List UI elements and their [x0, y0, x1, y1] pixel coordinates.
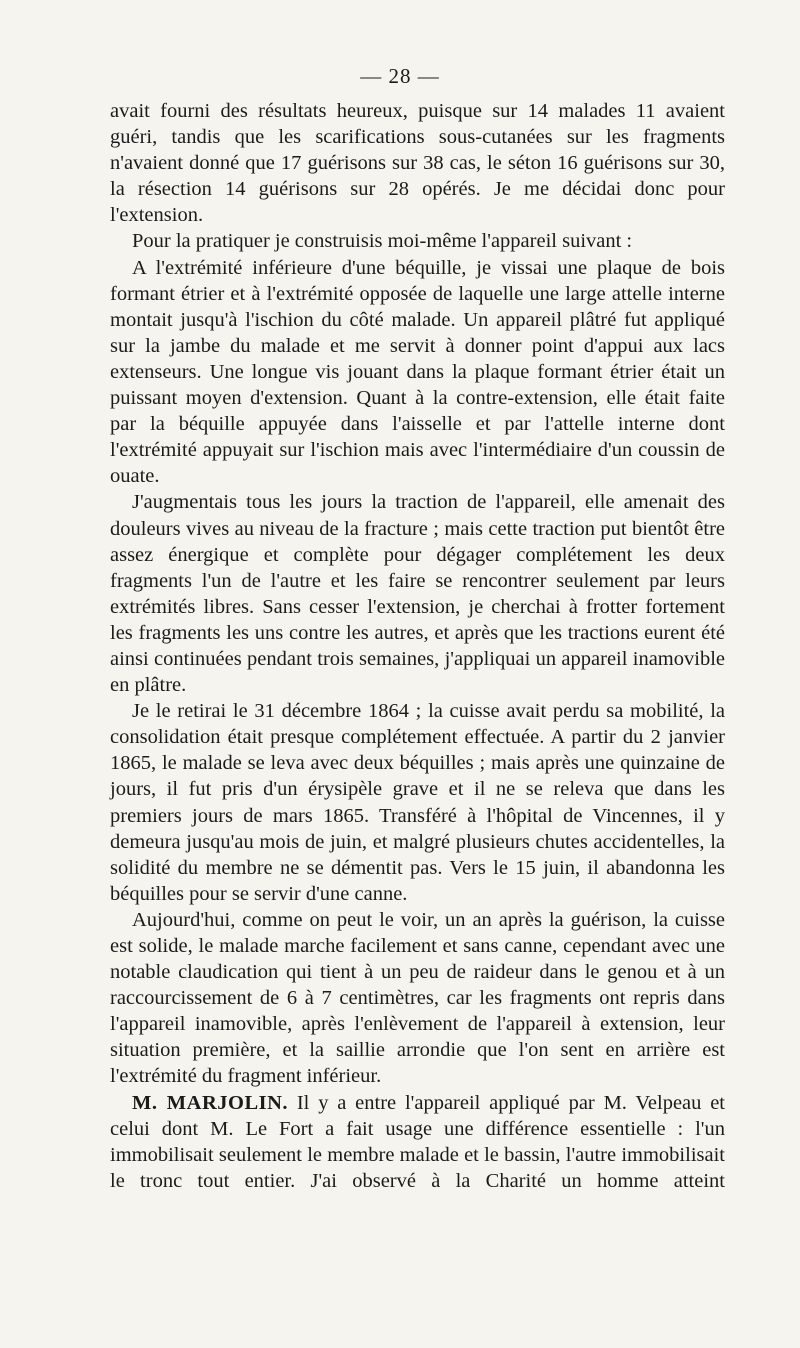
paragraph-6: Aujourd'hui, comme on peut le voir, un an après la guérison, la cuisse est solide, le malade marche facilement et sans canne, cependant avec une notable claudication qui tient à un peu de raideur dans le genou et à un raccourcissement de 6 à 7 centimètres, car les fragments ont repris dans l'appareil inamovible, après l'enlèvement de l'appareil à extension, leur situation première, et la saillie arrondie que l'on sent en arrière est l'extrémité du fragment inférieur. — [110, 908, 725, 1088]
paragraph-3: A l'extrémité inférieure d'une béquille, je vissai une plaque de bois formant étrier et à l'extrémité opposée de laquelle une large attelle interne montait jusqu'à l'ischion du côté malade. Un appareil plâtré fut appliqué sur la jambe du malade et me servit à donner point d'appui aux lacs extenseurs. Une longue vis jouant dans la plaque formant étrier était un puissant moyen d'extension. Quant à la contre-extension, elle était faite par la béquille appuyée dans l'aisselle et par l'attelle interne dont l'extrémité appuyait sur l'ischion mais avec l'intermédiaire d'un coussin de ouate. — [110, 256, 725, 488]
paragraph-4: J'augmentais tous les jours la traction de l'appareil, elle amenait des douleurs vives au niveau de la fracture ; mais cette traction put bientôt être assez énergique et complète pour dégager complétement les deux fragments l'un de l'autre et les faire se rencontrer seulement par leurs extrémités libres. Sans cesser l'extension, je cherchai à frotter fortement les fragments les uns contre les autres, et après que les tractions eurent été ainsi continuées pendant trois semaines, j'appliquai un appareil inamovible en plâtre. — [110, 491, 725, 697]
body-text — [110, 98, 725, 1194]
paragraph-1: avait fourni des résultats heureux, puisque sur 14 malades 11 avaient guéri, tandis que les scarifications sous-cutanées sur les fragments n'avaient donné que 17 guérisons sur 38 cas, le séton 16 guérisons sur 30, la résection 14 guérisons sur 28 opérés. Je me décidai donc pour l'extension. — [110, 100, 725, 227]
page-number: — 28 — — [360, 64, 440, 88]
paragraph-7-text: Il y a entre l'appareil appliqué par M. Velpeau et celui dont M. Le Fort a fait usage une différence essentielle : l'un immobilisait seulement le membre malade et le bassin, l'autre immobilisait le tronc tout entier. J'ai observé à la Charité un homme atteint — [110, 1091, 726, 1192]
speaker-name: M. MARJOLIN. — [132, 1091, 289, 1114]
paragraph-5: Je le retirai le 31 décembre 1864 ; la cuisse avait perdu sa mobilité, la consolidation était presque complétement effectuée. A partir du 2 janvier 1865, le malade se leva avec deux béquilles ; mais après une quinzaine de jours, il fut pris d'un érysipèle grave et il ne se releva que dans les premiers jours de mars 1865. Transféré à l'hôpital de Vincennes, il y demeura jusqu'au mois de juin, et malgré plusieurs chutes accidentelles, la solidité du membre ne se démentit pas. Vers le 15 juin, il abandonna les béquilles pour se servir d'une canne. — [110, 700, 725, 905]
paragraph-7 — [110, 1090, 725, 1194]
paragraph-2: Pour la pratiquer je construisis moi-même l'appareil suivant : — [132, 230, 633, 253]
